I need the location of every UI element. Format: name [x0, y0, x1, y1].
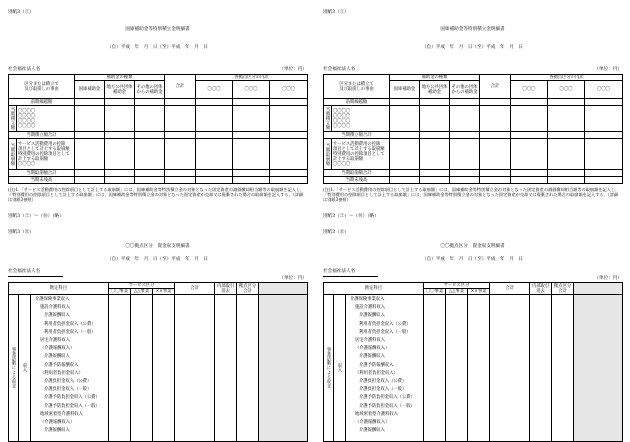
subsidy-reserve-table — [323, 74, 623, 184]
header-base-a: 〇〇〇 — [196, 81, 233, 99]
header-category: 区分または積立て 及び取崩しの事由 — [324, 75, 390, 99]
document-title: 国庫補助金等特別積立金明細書 — [125, 27, 190, 32]
fund-flow-table — [8, 282, 308, 442]
side-reversal: 当期取崩額 — [324, 139, 332, 170]
table-row: 居宅介護料収入 — [355, 338, 386, 344]
table-row: 介護予防負担金収入（公費） — [359, 395, 415, 401]
account-rows — [31, 295, 109, 442]
header-category: 区分または積立て 及び取崩しの事由 — [9, 75, 75, 99]
header-other-subsidy: その他の団体からの補助金 — [135, 81, 165, 99]
row-reversal-total: 当期取崩額合計 — [324, 170, 390, 177]
side-income: 収入 — [334, 295, 346, 442]
header-subsidy-type: 補助金の種類 — [75, 75, 165, 81]
form-label: 別紙3（①） — [323, 10, 349, 15]
header-base-c: 〇〇〇 — [270, 81, 308, 99]
header-national-subsidy: 国庫補助金 — [75, 81, 105, 99]
table-row: 介護負担金収入（一般） — [44, 387, 92, 393]
header-service-3: ××事業 — [153, 289, 175, 295]
header-base-total: 拠点区分合計 — [237, 283, 259, 295]
table-row: （利用者負担金収入） — [355, 370, 398, 376]
header-service-1: 〇〇事業 — [424, 289, 446, 295]
header-service-1: 〇〇事業 — [109, 289, 131, 295]
document-title-2: 〇〇拠点区分 資金収支明細書 — [125, 244, 190, 249]
table-row: （利用者負担金収入） — [40, 370, 83, 376]
header-total: 合計 — [165, 75, 196, 99]
table-row: 介護予防報酬収入 — [44, 362, 79, 368]
period-line: （自）平成 年 月 日（至）平成 年 月 日 — [106, 45, 209, 50]
header-total-2: 合計 — [490, 283, 530, 295]
table-row: 介護報酬収入 — [44, 428, 70, 434]
header-service-3: ××事業 — [468, 289, 490, 295]
header-subject: 勘定科目 — [324, 283, 424, 295]
table-row: 介護予防負担金収入（一般） — [359, 403, 415, 409]
form-label-2: 別紙3（②）〜（⑩）（略） — [8, 214, 64, 219]
table-row: 居宅介護料収入 — [40, 338, 71, 344]
row-beginning-balance: 前期繰越額 — [324, 99, 390, 106]
unit-label: （単位：円） — [279, 67, 307, 72]
table-row: 地域密着型介護料収入 — [355, 411, 398, 417]
table-row: 介護報酬収入 — [359, 428, 385, 434]
header-total: 合計 — [480, 75, 511, 99]
corp-name-underline-2 — [323, 276, 378, 277]
unit-label-2: （単位：円） — [594, 276, 622, 281]
table-row: 介護予防負担金収入（公費） — [44, 395, 100, 401]
header-base-total: 拠点区分合計 — [552, 283, 574, 295]
corp-name-label: 社会福祉法人名 — [323, 67, 356, 72]
reversal-items: サービス活動費用の控除 項目として計上する取崩額 特別費用の控除項目として 計上する取崩額 〇〇〇〇 — [332, 139, 390, 170]
row-ending-balance: 当期末残高 — [324, 177, 390, 184]
header-base-b: 〇〇〇 — [548, 81, 585, 99]
unit-label: （単位：円） — [594, 67, 622, 72]
header-total-2: 合計 — [175, 283, 215, 295]
table-row: 利用者負担金収入（公費） — [44, 321, 96, 327]
table-row: 介護報酬収入 — [44, 354, 70, 360]
table-row: 介護報酬収入 — [359, 313, 385, 319]
side-income: 収入 — [19, 295, 31, 442]
table-row: 介護予防報酬収入 — [359, 362, 394, 368]
corp-name-label: 社会福祉法人名 — [8, 67, 41, 72]
header-local-subsidy: 地方公共団体補助金 — [420, 81, 450, 99]
side-business-activity: 事業活動による収支 — [324, 295, 334, 442]
row-reversal-total: 当期取崩額合計 — [9, 170, 75, 177]
header-national-subsidy: 国庫補助金 — [390, 81, 420, 99]
table-row: （介護報酬収入） — [40, 346, 75, 352]
side-accumulation: 当期積立額 — [325, 107, 330, 130]
period-line: （自）平成 年 月 日（至）平成 年 月 日 — [421, 45, 524, 50]
reversal-items: サービス活動費用の控除 項目として計上する取崩額 特別費用の控除項目として 計上する取崩額 〇〇〇〇 — [17, 139, 75, 170]
corp-name-underline-2 — [8, 276, 63, 277]
header-base-b: 〇〇〇 — [233, 81, 270, 99]
account-rows — [346, 295, 424, 442]
table-row: （介護報酬収入） — [355, 346, 390, 352]
period-line-2: （自）平成 年 月 日（至）平成 年 月 日 — [106, 257, 209, 262]
row-accumulation-total: 当期積立額合計 — [9, 132, 75, 139]
header-breakdown: 各拠点区分の内訳 — [196, 75, 308, 81]
form-label: 別紙3（①） — [8, 10, 34, 15]
header-subject: 勘定科目 — [9, 283, 109, 295]
corp-name-label-2: 社会福祉法人名 — [323, 269, 356, 274]
side-reversal: 当期取崩額 — [9, 139, 17, 170]
document-title-2: 〇〇拠点区分 資金収支明細書 — [440, 244, 505, 249]
table-row: 地域密着型介護料収入 — [40, 411, 83, 417]
row-ending-balance: 当期末残高 — [9, 177, 75, 184]
header-service-category: サービス区分 — [424, 283, 490, 289]
header-base-c: 〇〇〇 — [585, 81, 623, 99]
header-internal-elimination: 内部取引消去 — [530, 283, 552, 295]
form-label-2: 別紙3（②）〜（⑩）（略） — [323, 214, 379, 219]
row-accumulation-total: 当期積立額合計 — [324, 132, 390, 139]
form-label-3: 別紙3（⑪） — [323, 230, 349, 235]
unit-label-2: （単位：円） — [279, 276, 307, 281]
table-row: 介護報酬収入 — [44, 313, 70, 319]
header-service-category: サービス区分 — [109, 283, 175, 289]
header-internal-elimination: 内部取引消去 — [215, 283, 237, 295]
header-base-a: 〇〇〇 — [511, 81, 548, 99]
table-row: 利用者負担金収入（一般） — [359, 329, 411, 335]
header-local-subsidy: 地方公共団体補助金 — [105, 81, 135, 99]
table-row: 介護報酬収入 — [359, 354, 385, 360]
header-other-subsidy: その他の団体からの補助金 — [450, 81, 480, 99]
table-row: 介護負担金収入（一般） — [359, 387, 407, 393]
accumulation-items: 〇〇〇〇 〇〇〇〇 〇〇〇〇 〇〇〇〇 — [332, 106, 390, 132]
table-row: （介護報酬収入） — [40, 420, 75, 426]
table-note: (注)1.「サービス活動費用の控除項目として計上する取崩額」には、国庫補助金等特別積立金の対象となった固定資産の減価償却相当額等の取崩額を記入し、「特別費用の控除項目として計上する取崩額」には、国庫補助金等特別積立金の対象となった固定資産が売却又は廃棄された場合の取崩額を記入する。（詳細は別紙3参照） — [323, 187, 620, 203]
form-label-3: 別紙3（⑪） — [8, 230, 34, 235]
table-row: 利用者負担金収入（公費） — [359, 321, 411, 327]
header-subsidy-type: 補助金の種類 — [390, 75, 480, 81]
header-service-2: △△事業 — [131, 289, 153, 295]
table-row: （介護報酬収入） — [355, 420, 390, 426]
accumulation-items: 〇〇〇〇 〇〇〇〇 〇〇〇〇 〇〇〇〇 — [17, 106, 75, 132]
side-business-activity: 事業活動による収支 — [9, 295, 19, 442]
document-page-right — [315, 0, 630, 442]
corp-name-label-2: 社会福祉法人名 — [8, 269, 41, 274]
table-row: 介護負担金収入（公費） — [359, 379, 407, 385]
table-row: 介護保険事業収入 — [35, 297, 70, 302]
period-line-2: （自）平成 年 月 日（至）平成 年 月 日 — [421, 257, 524, 262]
table-row: 施設介護料収入 — [355, 305, 386, 311]
side-accumulation: 当期積立額 — [10, 107, 15, 130]
table-row: 介護負担金収入（公費） — [44, 379, 92, 385]
table-row: 介護保険事業収入 — [350, 297, 385, 302]
table-row: 利用者負担金収入（一般） — [44, 329, 96, 335]
document-title: 国庫補助金等特別積立金明細書 — [440, 27, 505, 32]
table-row: 介護予防負担金収入（一般） — [44, 403, 100, 409]
header-breakdown: 各拠点区分の内訳 — [511, 75, 623, 81]
table-row: 施設介護料収入 — [40, 305, 71, 311]
subsidy-reserve-table — [8, 74, 308, 184]
fund-flow-table — [323, 282, 623, 442]
header-service-2: △△事業 — [446, 289, 468, 295]
row-beginning-balance: 前期繰越額 — [9, 99, 75, 106]
table-note: (注)1.「サービス活動費用の控除項目として計上する取崩額」には、国庫補助金等特別積立金の対象となった固定資産の減価償却相当額等の取崩額を記入し、「特別費用の控除項目として計上する取崩額」には、国庫補助金等特別積立金の対象となった固定資産が売却又は廃棄された場合の取崩額を記入する。（詳細は別紙3参照） — [8, 187, 305, 203]
